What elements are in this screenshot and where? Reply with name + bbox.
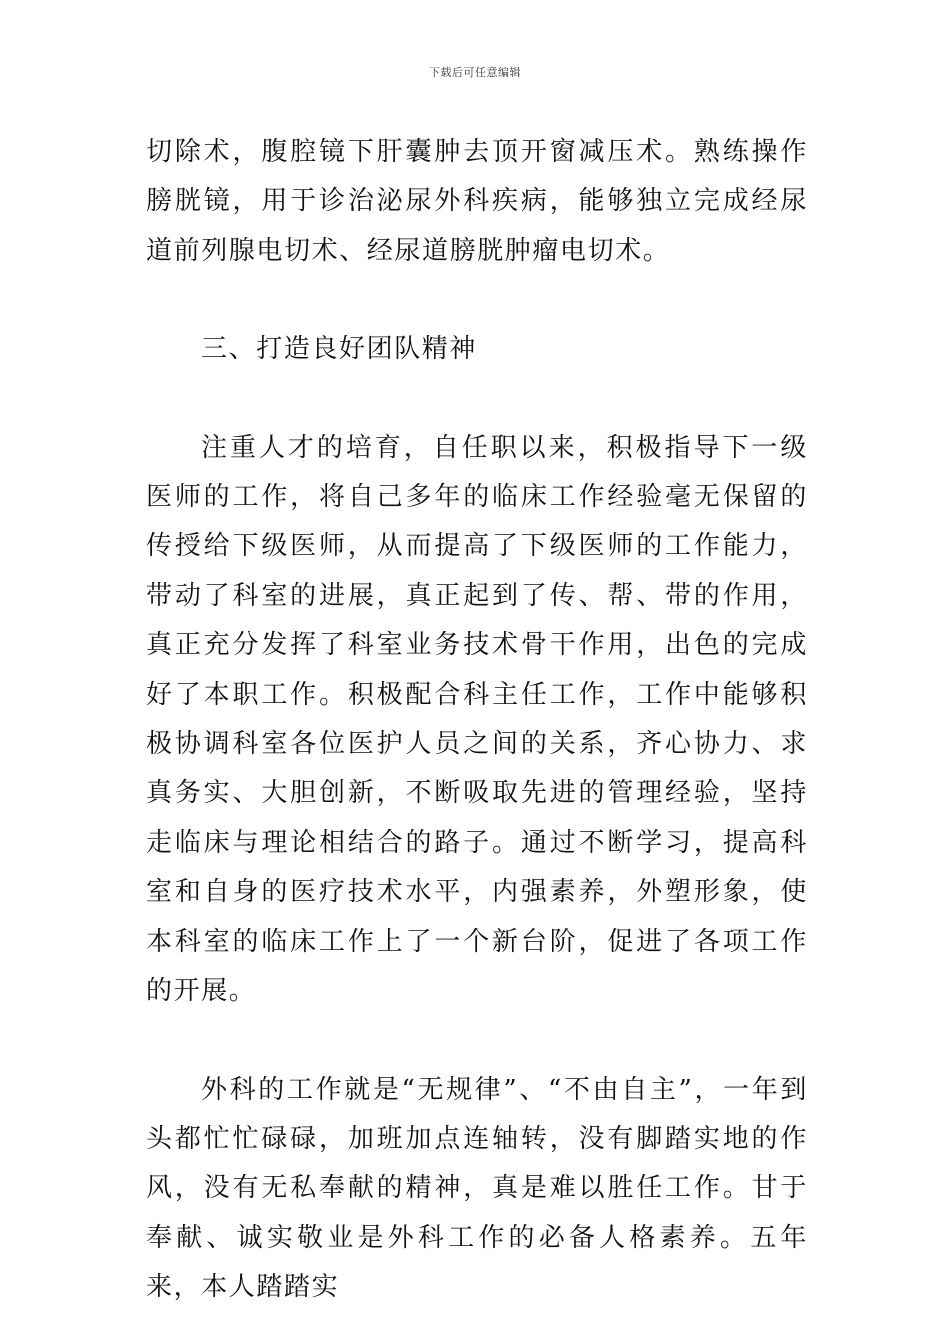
paragraph-surgery-work: 外科的工作就是“无规律”、“不由自主”，一年到头都忙忙碌碌，加班加点连轴转，没有脚踏实地的作风，没有无私奉献的精神，真是难以胜任工作。甘于奉献、诚实敬业是外科工作的必备人格素养。五年来，本人踏踏实 [146,1074,808,1303]
document-body [146,128,808,1313]
paragraph-team-spirit: 注重人才的培育，自任职以来，积极指导下一级医师的工作，将自己多年的临床工作经验毫无保留的传授给下级医师，从而提高了下级医师的工作能力，带动了科室的进展，真正起到了传、帮、带的作用，真正充分发挥了科室业务技术骨干作用，出色的完成好了本职工作。积极配合科主任工作，工作中能够积极协调科室各位医护人员之间的关系，齐心协力、求真务实、大胆创新，不断吸取先进的管理经验，坚持走临床与理论相结合的路子。通过不断学习，提高科室和自身的医疗技术水平，内强素养，外塑形象，使本科室的临床工作上了一个新台阶，促进了各项工作的开展。 [146,432,808,1007]
paragraph-spacer [146,1017,808,1066]
paragraph-spacer [146,276,808,325]
paragraph-continued: 切除术，腹腔镜下肝囊肿去顶开窗减压术。熟练操作膀胱镜，用于诊治泌尿外科疾病，能够独立完成经尿道前列腺电切术、经尿道膀胱肿瘤电切术。 [146,137,808,266]
paragraph-spacer [146,375,808,424]
header-note: 下载后可任意编辑 [429,66,521,79]
section-heading: 三、打造良好团队精神 [201,334,478,365]
